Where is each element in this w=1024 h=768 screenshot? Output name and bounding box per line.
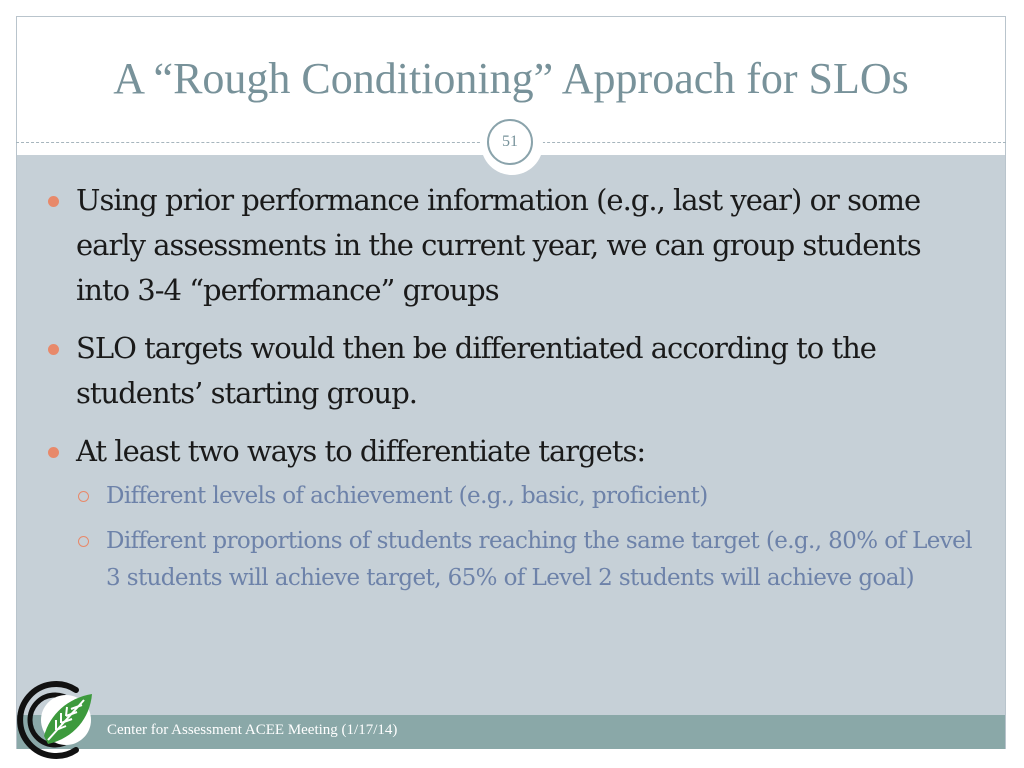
sub-bullet-list [78,478,978,605]
hollow-circle-bullet-icon [78,491,89,502]
page-number: 51 [487,119,533,165]
filled-circle-bullet-icon [48,344,59,355]
filled-circle-bullet-icon [48,196,59,207]
bullet-text: At least two ways to differentiate targets: [76,434,646,468]
hollow-circle-bullet-icon [78,536,89,547]
bullet-text: Using prior performance information (e.g., last year) or some early assessments in the current year, we can group students into 3-4 “performance” groups [76,183,921,307]
bullet-item [48,429,978,474]
bullet-list [48,178,978,487]
bullet-item [48,326,978,416]
sub-bullet-text: Different levels of achievement (e.g., basic, proficient) [106,483,708,509]
sub-bullet-item [78,478,978,515]
footer-text: Center for Assessment ACEE Meeting (1/17/14) [107,722,398,738]
sub-bullet-text: Different proportions of students reaching the same target (e.g., 80% of Level 3 students will achieve target, 65% of Level 2 students will achieve goal) [106,528,972,591]
slide-title: A “Rough Conditioning” Approach for SLOs [113,54,909,103]
bullet-item [48,178,978,313]
filled-circle-bullet-icon [48,447,59,458]
bullet-text: SLO targets would then be differentiated according to the students’ starting group. [76,331,876,410]
sub-bullet-item [78,523,978,597]
center-for-assessment-logo-icon [14,678,100,762]
